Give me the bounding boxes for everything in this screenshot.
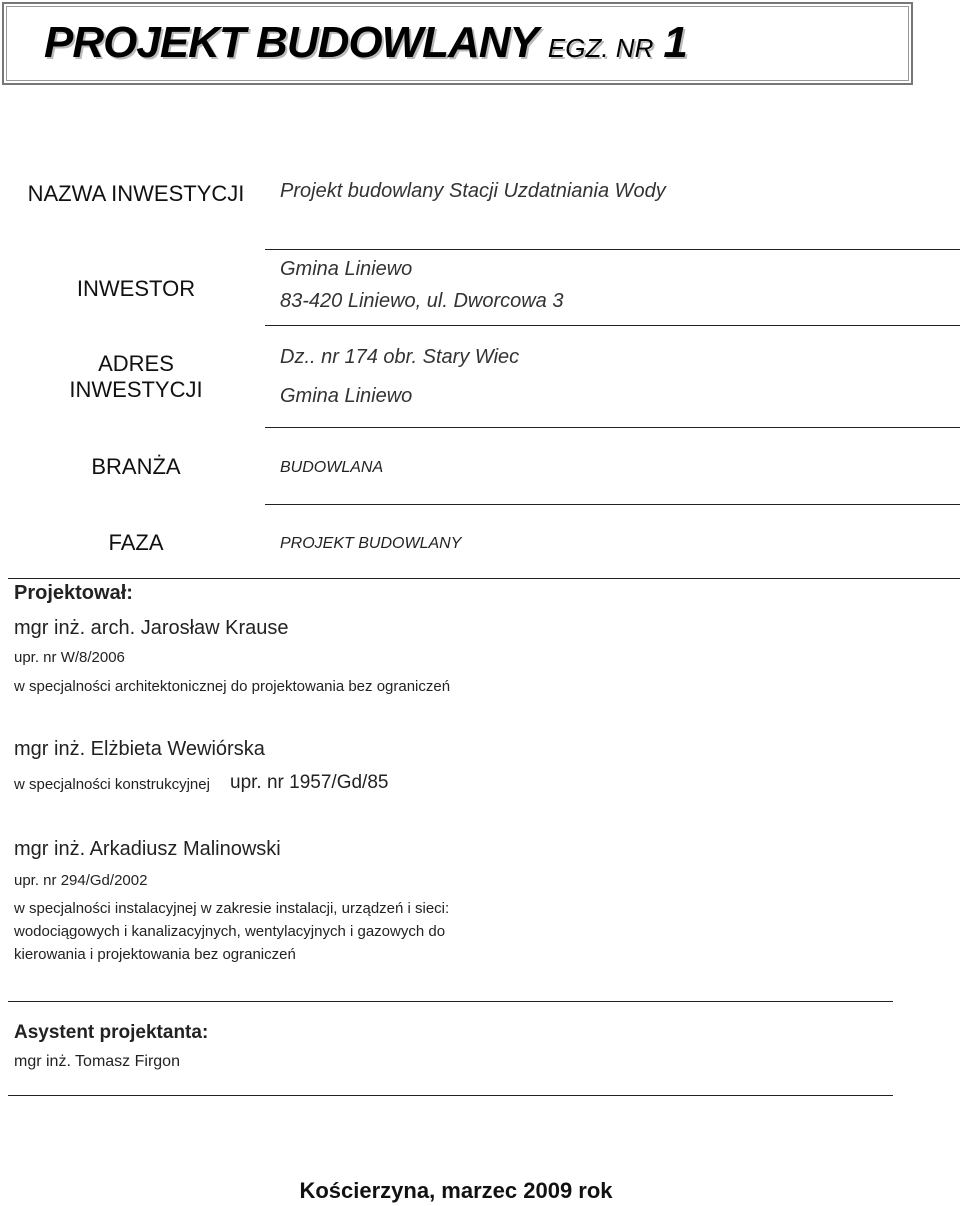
designer-3-scope-1: w specjalności instalacyjnej w zakresie instalacji, urządzeń i sieci: bbox=[14, 900, 450, 917]
designer-3-name: mgr inż. Arkadiusz Malinowski bbox=[14, 838, 281, 860]
copy-label: EGZ. NR bbox=[547, 33, 654, 63]
designer-3-license: upr. nr 294/Gd/2002 bbox=[14, 872, 148, 889]
divider-1 bbox=[265, 249, 960, 250]
designer-2-name: mgr inż. Elżbieta Wewiórska bbox=[14, 738, 265, 760]
place-date: Kościerzyna, marzec 2009 rok bbox=[299, 1178, 613, 1203]
designer-3-scope-3: kierowania i projektowania bez ograniczeń bbox=[14, 946, 296, 963]
investor-label: INWESTOR bbox=[76, 276, 196, 301]
assistant-name: mgr inż. Tomasz Firgon bbox=[14, 1053, 180, 1070]
designer-1-name: mgr inż. arch. Jarosław Krause bbox=[14, 617, 289, 639]
address-label-2: INWESTYCJI bbox=[69, 377, 203, 402]
phase-label: FAZA bbox=[108, 530, 164, 555]
title-text: PROJEKT BUDOWLANY bbox=[44, 18, 538, 67]
title-box bbox=[2, 2, 913, 85]
designer-2-license: upr. nr 1957/Gd/85 bbox=[230, 772, 389, 793]
divider-2 bbox=[265, 325, 960, 326]
branch-label: BRANŻA bbox=[91, 454, 181, 479]
designer-2-scope: w specjalności konstrukcyjnej bbox=[14, 776, 210, 793]
phase-value: PROJEKT BUDOWLANY bbox=[280, 535, 462, 552]
divider-7 bbox=[8, 1095, 893, 1096]
investment-label: NAZWA INWESTYCJI bbox=[27, 181, 245, 206]
divider-6 bbox=[8, 1001, 893, 1002]
investment-value: Projekt budowlany Stacji Uzdatniania Wody bbox=[280, 180, 666, 202]
copy-number: 1 bbox=[663, 18, 688, 67]
document-title bbox=[44, 18, 688, 68]
designer-3-scope-2: wodociągowych i kanalizacyjnych, wentylacyjnych i gazowych do bbox=[14, 923, 446, 940]
investor-line-1: Gmina Liniewo bbox=[280, 258, 413, 280]
designers-heading: Projektował: bbox=[14, 582, 133, 604]
divider-4 bbox=[265, 504, 960, 505]
divider-3 bbox=[265, 427, 960, 428]
address-label-1: ADRES bbox=[98, 351, 174, 376]
divider-5 bbox=[8, 578, 960, 579]
assistant-heading: Asystent projektanta: bbox=[14, 1022, 209, 1043]
address-line-1: Dz.. nr 174 obr. Stary Wiec bbox=[280, 346, 520, 368]
designer-1-license: upr. nr W/8/2006 bbox=[14, 649, 125, 666]
address-line-2: Gmina Liniewo bbox=[280, 385, 413, 407]
designer-1-scope: w specjalności architektonicznej do projektowania bez ograniczeń bbox=[14, 678, 451, 695]
branch-value: BUDOWLANA bbox=[280, 459, 384, 476]
investor-line-2: 83-420 Liniewo, ul. Dworcowa 3 bbox=[280, 290, 564, 312]
